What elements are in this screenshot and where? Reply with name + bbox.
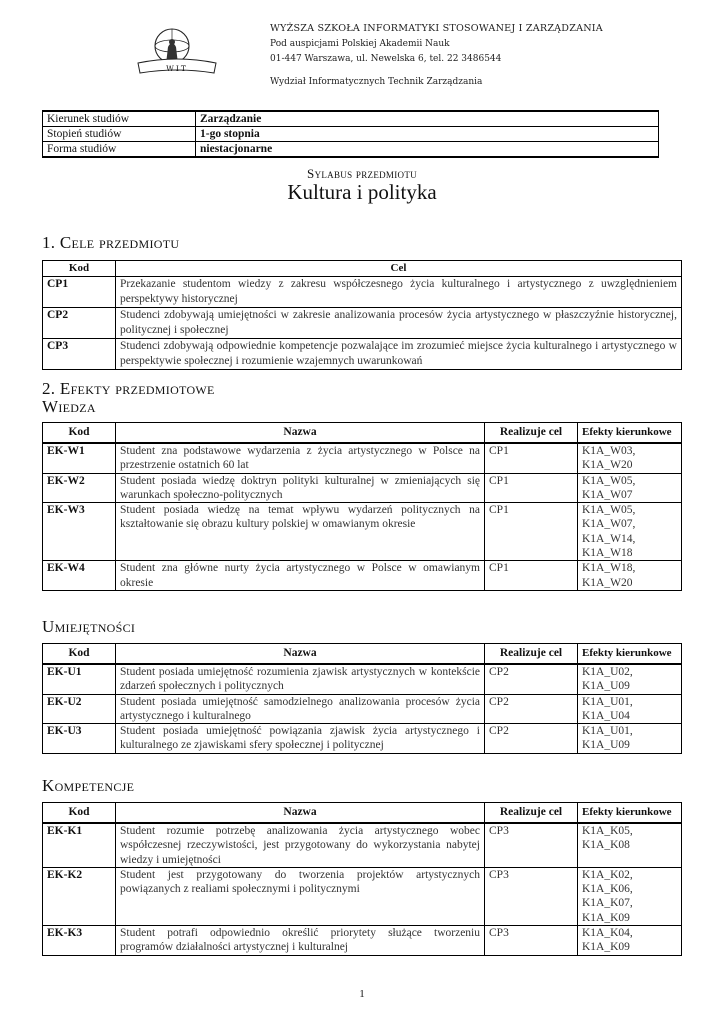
table-cell: niestacjonarne [196, 142, 659, 158]
table-cell: Student rozumie potrzebę analizowania życia artystycznego wobec współczesnej rzeczywistości, jest przygotowany do wykorzystania nabytej wiedzy i umiejętności [116, 823, 485, 867]
table-cell: EK-W1 [43, 443, 116, 473]
section-effects-heading: 2. Efekty przedmiotowe [42, 379, 215, 398]
umiejetnosci-table [42, 643, 682, 754]
table-row [43, 926, 682, 956]
table-cell: EK-W2 [43, 473, 116, 503]
table-row [43, 127, 659, 142]
svg-text:WIT: WIT [166, 64, 188, 73]
table-row [43, 823, 682, 867]
table-cell: CP3 [485, 867, 578, 925]
page-number: 1 [359, 988, 365, 1000]
table-cell: Student posiada wiedzę na temat wpływu wydarzeń politycznych na kształtowanie się obrazu kultury polskiej w omawianym okresie [116, 503, 485, 561]
table-cell: K1A_U01, K1A_U04 [578, 694, 682, 724]
table-cell: K1A_K05, K1A_K08 [578, 823, 682, 867]
table-cell: Studenci zdobywają odpowiednie kompetencje pozwalające im zrozumieć miejsce życia kulturalnego i artystycznego w perspektywie społecznej i rozumienie wzajemnych uwarunkowań [116, 339, 682, 370]
table-cell: Student zna główne nurty życia artystycznego w Polsce w omawianym okresie [116, 561, 485, 591]
table-cell: K1A_K04, K1A_K09 [578, 926, 682, 956]
table-row [43, 664, 682, 694]
table-header-row: Kod Nazwa Realizuje cel Efekty kierunkowe [43, 423, 682, 444]
table-cell: K1A_W18, K1A_W20 [578, 561, 682, 591]
table-cell: CP3 [43, 339, 116, 370]
table-cell: EK-U2 [43, 694, 116, 724]
table-cell: 1-go stopnia [196, 127, 659, 142]
table-cell: Student posiada umiejętność rozumienia zjawisk artystycznych w kontekście zdarzeń społecznych i politycznych [116, 664, 485, 694]
goals-table [42, 260, 682, 370]
table-row [43, 111, 659, 127]
table-header-row: Kod Nazwa Realizuje cel Efekty kierunkowe [43, 644, 682, 665]
table-cell: K1A_W05, K1A_W07, K1A_W14, K1A_W18 [578, 503, 682, 561]
table-cell: K1A_K02, K1A_K06, K1A_K07, K1A_K09 [578, 867, 682, 925]
table-cell: EK-K1 [43, 823, 116, 867]
table-cell: Zarządzanie [196, 111, 659, 127]
table-cell: CP2 [485, 664, 578, 694]
school-address: 01-447 Warszawa, ul. Newelska 6, tel. 22 3486544 [270, 54, 502, 64]
table-cell: CP1 [485, 561, 578, 591]
school-name: WYŻSZA SZKOŁA INFORMATYKI STOSOWANEJ I ZARZĄDZANIA [270, 23, 603, 34]
table-cell: Przekazanie studentom wiedzy z zakresu współczesnego życia kulturalnego i artystycznego z uwzględnieniem perspektywy historycznej [116, 277, 682, 308]
kompetencje-table [42, 802, 682, 956]
course-title: Kultura i polityka [287, 180, 437, 204]
table-cell: K1A_W05, K1A_W07 [578, 473, 682, 503]
school-header [270, 21, 603, 90]
table-row [43, 443, 682, 473]
table-cell: K1A_U01, K1A_U09 [578, 724, 682, 754]
subsection-wiedza: Wiedza [42, 397, 96, 416]
study-info-table [42, 110, 659, 158]
table-cell: CP3 [485, 926, 578, 956]
table-header-row: Kod Cel [43, 261, 682, 277]
table-cell: EK-W3 [43, 503, 116, 561]
table-row [43, 867, 682, 925]
table-cell: EK-K3 [43, 926, 116, 956]
table-cell: Student posiada umiejętność powiązania zjawisk życia artystycznego i kulturalnego ze zjawiskami sfery społecznej i politycznej [116, 724, 485, 754]
table-cell: Student posiada wiedzę doktryn polityki kulturalnej w zmieniających się warunkach społeczno-politycznych [116, 473, 485, 503]
table-cell: Student jest przygotowany do tworzenia projektów artystycznych powiązanych z realiami społecznymi i politycznymi [116, 867, 485, 925]
table-cell: Studenci zdobywają umiejętności w zakresie analizowania procesów życia artystycznego w płaszczyźnie historycznej, politycznej i społecznej [116, 308, 682, 339]
table-row [43, 473, 682, 503]
table-cell: EK-K2 [43, 867, 116, 925]
table-row [43, 277, 682, 308]
school-patronage: Pod auspicjami Polskiej Akademii Nauk [270, 38, 450, 49]
table-cell: CP1 [485, 473, 578, 503]
table-cell: Stopień studiów [43, 127, 196, 142]
table-cell: Student zna podstawowe wydarzenia z życia artystycznego w Polsce na przestrzenie ostatnich 60 lat [116, 443, 485, 473]
wiedza-table [42, 422, 682, 591]
table-header-row: Kod Nazwa Realizuje cel Efekty kierunkowe [43, 803, 682, 824]
table-cell: Student potrafi odpowiednio określić priorytety służące tworzeniu programów działalności artystycznej i kulturalnej [116, 926, 485, 956]
table-cell: EK-U3 [43, 724, 116, 754]
subsection-kompetencje: Kompetencje [42, 776, 135, 795]
syllabus-label: Sylabus przedmiotu [307, 166, 417, 181]
table-row [43, 694, 682, 724]
table-cell: CP3 [485, 823, 578, 867]
table-cell: CP2 [485, 694, 578, 724]
table-cell: CP1 [43, 277, 116, 308]
table-row [43, 142, 659, 158]
table-cell: K1A_W03, K1A_W20 [578, 443, 682, 473]
table-cell: CP1 [485, 443, 578, 473]
table-cell: EK-W4 [43, 561, 116, 591]
table-row [43, 308, 682, 339]
table-cell: Kierunek studiów [43, 111, 196, 127]
table-cell: EK-U1 [43, 664, 116, 694]
table-cell: K1A_U02, K1A_U09 [578, 664, 682, 694]
section-goals-heading: 1. Cele przedmiotu [42, 233, 180, 252]
faculty-name: Wydział Informatycznych Technik Zarządzania [270, 76, 483, 87]
table-row [43, 561, 682, 591]
subsection-umiejetnosci: Umiejętności [42, 617, 136, 636]
wit-logo [136, 17, 218, 79]
table-cell: CP2 [43, 308, 116, 339]
table-row [43, 503, 682, 561]
table-row [43, 724, 682, 754]
table-cell: CP2 [485, 724, 578, 754]
table-row [43, 339, 682, 370]
table-cell: CP1 [485, 503, 578, 561]
table-cell: Forma studiów [43, 142, 196, 158]
table-cell: Student posiada umiejętność samodzielnego analizowania procesów życia artystycznego i kulturalnego [116, 694, 485, 724]
